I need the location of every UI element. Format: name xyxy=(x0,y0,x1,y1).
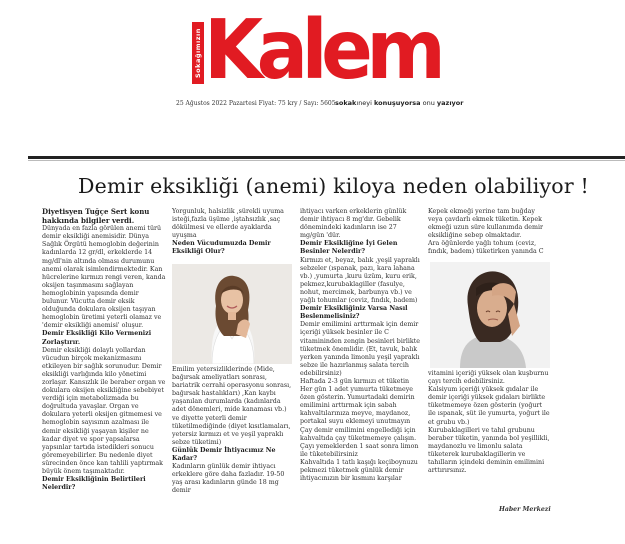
paragraph: vitamini içeriği yüksek olan kuşburnu çayı tercih edebilirsiniz. xyxy=(428,370,549,386)
article-column-4-lower xyxy=(428,370,550,475)
paragraph: Demir emilimini arttırmak için demir içeriği yüksek besinler ile C vitamininden zengin besinleri birlikte tüketmek önemlidir. (Et, tavuk, balık yerken yanında limonlu yeşil yapraklı sebze ile hazırlanmış salata tercih edebilirsiniz) xyxy=(300,321,420,377)
logo-side-tag: Sokağımızın xyxy=(192,22,204,84)
subheading: Demir Eksikliğiniz Varsa Nasıl Beslenmelisiniz? xyxy=(300,305,408,321)
paragraph: Kalsiyum içeriği yüksek gıdalar ile demir içeriği yüksek gıdaları birlikte tüketmemeye özen gösterin (yoğurt ile ıspanak, süt ile yumurta, yoğurt ile et grubu vb.) xyxy=(428,386,550,426)
subheading: Neden Vücudumuzda Demir Eksikliği Olur? xyxy=(172,240,271,256)
masthead xyxy=(0,0,625,120)
slogan: sokakıneyi konuşuyorsa onu yazıyor xyxy=(335,99,464,107)
tired-woman-image xyxy=(430,262,550,368)
article-signature: Haber Merkezi xyxy=(499,506,551,513)
article-lead: Diyetisyen Tuğçe Sert konu hakkında bilgiler verdi. xyxy=(42,207,150,225)
paragraph: ihtiyacı varken erkeklerin günlük demir ihtiyacı 8 mg'dır. Gebelik dönemindeki kadınların ise 27 mg/gün 'dür. xyxy=(300,208,407,240)
issue-dateline: 25 Ağustos 2022 Pazartesi Fiyat: 75 kry / Sayı: 5605 xyxy=(176,100,336,107)
paragraph: Yorgunluk, halsizlik ,sürekli uyuma isteği,fazla üşüme ,iştahsızlık ,saç dökülmesi ve ellerde ayaklarda uyuşma xyxy=(172,208,284,240)
newspaper-logo: Kalem xyxy=(204,3,440,98)
article-headline: Demir eksikliği (anemi) kiloya neden olabiliyor ! xyxy=(78,174,589,198)
page-rule-thin xyxy=(28,160,625,161)
subheading: Demir Eksikliği Kilo Vermenizi Zorlaştırır. xyxy=(42,330,152,346)
article-column-1 xyxy=(42,208,166,492)
paragraph: Haftada 2-3 gün kırmızı et tüketin Her gün 1 adet yumurta tüketmeye özen gösterin. Yumurtadaki demirin emilimini arttırmak için sabah kahvaltılarınıza meyve, maydanoz, portakal suyu eklemeyi unutmayın Çay demir emilimini engellediği için kahvaltıda çay tüketmemeye çalışın. Çayı yemeklerden 1 saat sonra limon ile tüketebilirsiniz xyxy=(300,377,419,458)
paragraph: Kepek ekmeği yerine tam buğday veya çavdarlı ekmek tüketin. Kepek ekmeği uzun süre kullanımda demir eksikliğine sebep olmaktadır. xyxy=(428,208,544,240)
paragraph: Emilim yetersizliklerinde (Mide, bağırsak ameliyatları sonrası, bariatrik cerrahi operasyonu sonrası, bağırsak hastalıkları) ,Kan kaybı yaşanılan durumlarda (kadınlarda adet dönemleri, mide kanaması vb.) ve diyette yeterli demir tüketilmediğinde (diyet kısıtlamaları, yetersiz kırmızı et ve yeşil yapraklı sebze tüketimi) xyxy=(172,366,292,446)
paragraph: Kahvaltıda 1 tatlı kaşığı keçiboynuzu pekmezi tüketmek günlük demir ihtiyacınızın bir kısmını karşılar xyxy=(300,458,418,483)
paragraph: Kadınların günlük demir ihtiyacı erkeklere göre daha fazladır. 19-50 yaş arası kadınların günde 18 mg demir xyxy=(172,463,285,495)
article-column-2-lower xyxy=(172,366,294,496)
subheading: Günlük Demir İhtiyacımız Ne Kadar? xyxy=(172,446,276,463)
paragraph: Kırmızı et, beyaz, balık ,yeşil yapraklı sebzeler (ıspanak, pazı, kara lahana vb.) ,yumurta ,kuru üzüm, kuru erik, pekmez,kurubaklagiller (fasulye, nohut, mercimek, barbunya vb.) ve yağlı tohumlar (ceviz, fındık, badem) xyxy=(300,256,420,305)
page-rule xyxy=(28,156,625,159)
tired-woman-photo xyxy=(430,262,550,368)
paragraph: Kurubaklagilleri ve tahıl grubunu beraber tüketin, yanında bol yeşillikli, maydanozlu ve limonlu salata tüketerek kurubaklagillerin ve tahılların içindeki deminin emilimini arttırırsınız. xyxy=(428,426,550,475)
article-column-3 xyxy=(300,208,422,483)
subheading: Demir Eksikliğinin Belirtileri Nelerdir? xyxy=(42,476,146,492)
article-column-2 xyxy=(172,208,294,257)
paragraph: Dünyada en fazla görülen anemi türü demir eksikliği anemisidir. Dünya Sağlık Örgütü hemoglobin değerinin kadınlarda 12 gr/dl, erkeklerde 14 mg/dl'nin altında olması durumunu anemi olarak isimlendirmektedir. Kan hücrelerine kırmızı rengi veren, kanda oksijen taşınmasını sağlayan hemoglobinin yapısında demir bulunur. Vücutta demir eksik olduğunda dokulara oksijen taşıyan hemoglobin üretimi yeterli olamaz ve 'demir eksikliği anemisi' oluşur. xyxy=(42,225,166,330)
subheading: Demir Eksikliğine İyi Gelen Besinler Nelerdir? xyxy=(300,240,398,256)
paragraph: Ara öğünlerde yağlı tohum (ceviz, fındık, badem) tüketirken yanında C xyxy=(428,240,544,256)
article-column-4 xyxy=(428,208,550,257)
paragraph: Demir eksikliği dolaylı yollardan vücudun birçok mekanizmasını etkileyen bir sağlık sorunudur. Demir eksikliği varlığında kilo yönetimi zorlaşır. Kansızlık ile beraber organ ve dokulara oksijen eksikliğine sebebiyet verdiği için metabolizmada bu doğrultuda yavaşlar. Organ ve dokulara yeterli oksijen gitmemesi ve hemoglobin sayısının azalması ile demir eksikliği yaşayan kişiler ne kadar diyet ve spor yapsalarsa yapsınlar tartıda istedikleri sonucu göremeyebilirler. Bu nedenle diyet sürecinden önce kan tahlili yaptırmak büyük önem taşımaktadır. xyxy=(42,346,166,475)
dietitian-photo xyxy=(172,264,292,364)
dietitian-portrait-image xyxy=(172,264,292,364)
